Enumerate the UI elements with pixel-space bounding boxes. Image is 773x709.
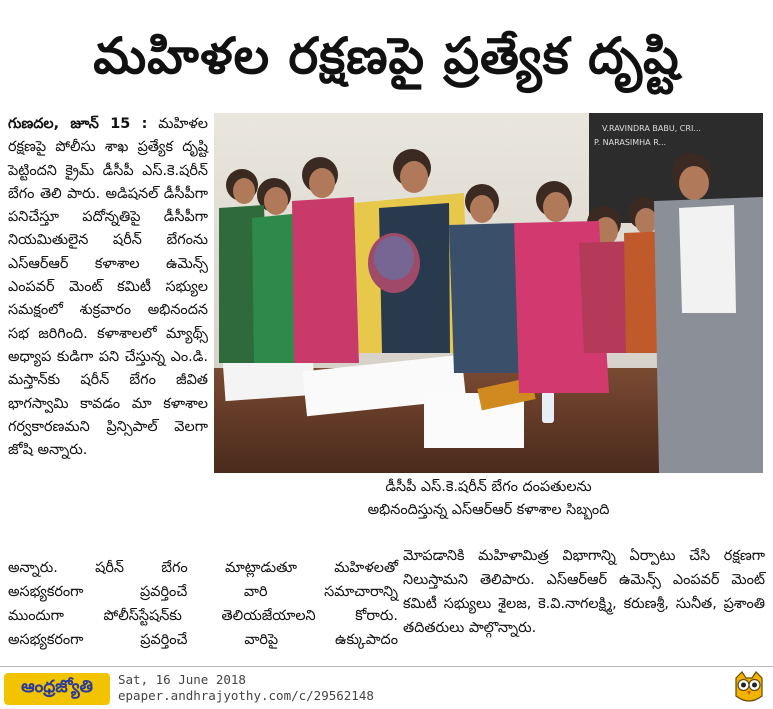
body-line: ముందుగా పోలీస్‌స్టేషన్‌కు తెలియజేయాలని కోరారు. xyxy=(8,608,398,624)
caption-line-1: డీసీపీ ఎస్.కె.షరీన్ బేగం దంపతులను xyxy=(385,479,592,495)
nameplate-2: P. NARASIMHA R... xyxy=(594,138,667,147)
epaper-link[interactable]: epaper.andhrajyothy.com/c/29562148 xyxy=(118,688,374,703)
body-line: అన్నారు. షరీన్ బేగం మాట్లాడుతూ మహిళలతో xyxy=(8,560,398,576)
edition-date: Sat, 16 June 2018 xyxy=(118,672,246,687)
photo-caption xyxy=(214,476,763,522)
body-line: అసభ్యకరంగా ప్రవర్తించే వారిపై ఉక్కుపాదం xyxy=(8,632,398,648)
headline: మహిళల రక్షణపై ప్రత్యేక దృష్టి xyxy=(93,27,680,85)
footer-divider xyxy=(0,666,773,667)
nameplate-1: V.RAVINDRA BABU, CRI... xyxy=(602,124,701,133)
owl-icon xyxy=(730,668,768,706)
news-photo xyxy=(214,113,763,473)
brand-name: ఆంధ్రజ్యోతి xyxy=(21,677,93,697)
article-body-right: మోపడానికి మహిళామిత్ర విభాగాన్ని ఏర్పాటు చేసి రక్షణగా నిలుస్తామని తెలిపారు. ఎస్ఆర్ఆర్ ఉమెన్స్ ఎంపవర్ మెంట్ కమిటీ సభ్యులు శైలజ, కె.వి.నాగలక్ష్మి, కరుణశ్రీ, సునీత, ప్రశాంతి తదితరులు పాల్గొన్నారు. xyxy=(403,548,765,636)
group-photo-icon xyxy=(214,113,763,473)
body-line: అసభ్యకరంగా ప్రవర్తించే వారి సమాచారాన్ని xyxy=(8,584,398,600)
brand-logo[interactable] xyxy=(4,673,110,705)
article-body-left xyxy=(8,113,208,462)
body-text-left: మహిళల రక్షణపై పోలీసు శాఖ ప్రత్యేక దృష్టి పెట్టిందని క్రైమ్ డీసీపీ ఎస్.కె.షరీన్ బేగం తెలి పారు. అడిషనల్ డీసీపీగా పనిచేస్తూ పదోన్నతిపై డీసీపీగా నియమితులైన షరీన్ బేగంను ఎస్ఆర్ఆర్ కళాశాల ఉమెన్స్ ఎంపవర్ మెంట్ కమిటీ సభ్యుల సమక్షంలో శుక్రవారం అభినందన సభ జరిగింది. కళాశాలలో మ్యాథ్స్ అధ్యాప కుడిగా పని చేస్తున్న ఎం.డి. మస్తాన్‌కు షరీన్ బేగం జీవిత భాగస్వామి కావడం మా కళాశాల గర్వకారణమని ప్రిన్సిపాల్ వెలగా జోషి అన్నారు. xyxy=(8,116,209,459)
article-body-bottom xyxy=(8,556,398,652)
dateline: గుణదల, జూన్ 15 : xyxy=(8,116,148,132)
caption-line-2: అభినందిస్తున్న ఎస్ఆర్ఆర్ కళాశాల సిబ్బంది xyxy=(367,502,610,518)
